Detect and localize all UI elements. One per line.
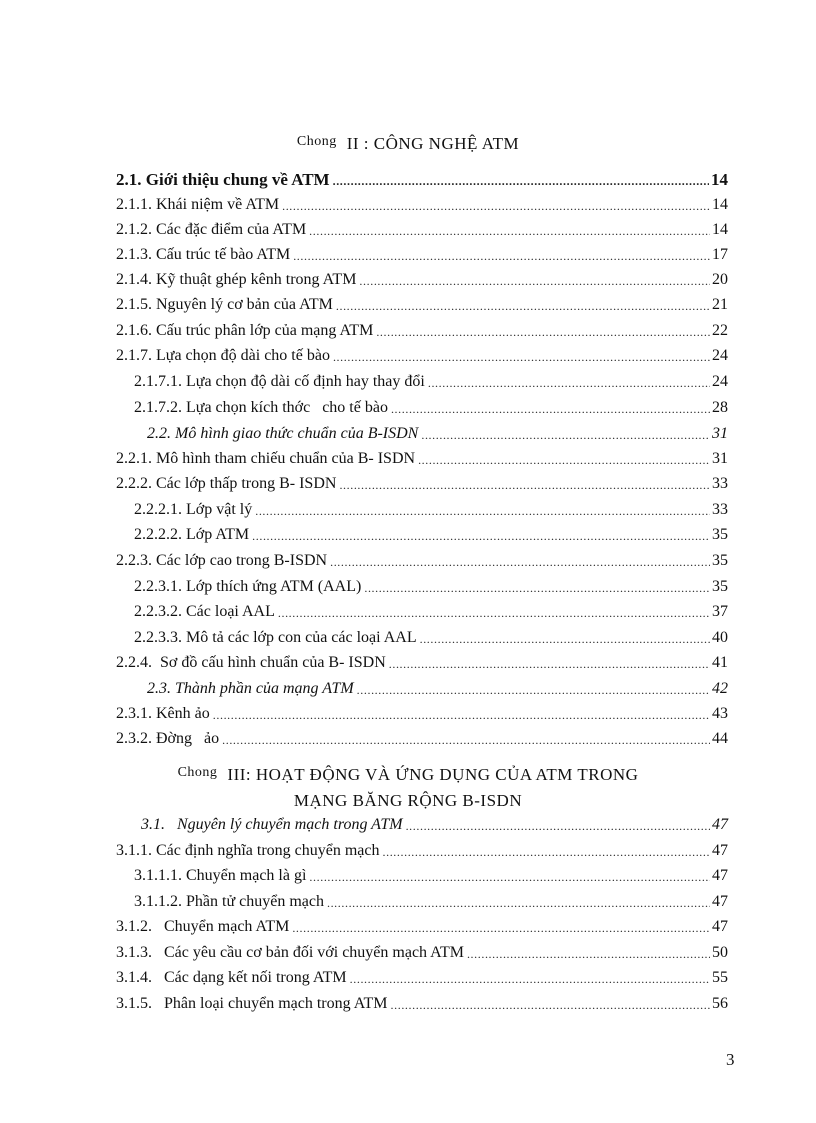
toc-entry[interactable]: 2.1.5. Nguyên lý cơ bản của ATM ..... 21: [116, 290, 728, 315]
toc-entry[interactable]: 2.1.2. Các đặc điểm của ATM ..... 14: [116, 215, 728, 240]
chapter-title: III: HOẠT ĐỘNG VÀ ỨNG DỤNG CỦA ATM TRONG: [227, 765, 639, 784]
toc-entry[interactable]: 3.1.3. Các yêu cầu cơ bản đối với chuyển mạch ATM ..... 50: [116, 938, 728, 963]
toc-entry[interactable]: 2.2.2.1. Lớp vật lý ..... 33: [134, 495, 728, 520]
chapter-prefix: Chong: [177, 765, 218, 780]
chapter-title: MẠNG BĂNG RỘNG B-ISDN: [293, 791, 523, 810]
toc-entry[interactable]: 3.1.2. Chuyển mạch ATM ..... 47: [116, 912, 728, 937]
toc-entry[interactable]: 2.3.1. Kênh ảo ..... 43: [116, 699, 728, 724]
toc-entry[interactable]: 3.1.1.2. Phần tử chuyển mạch ..... 47: [134, 887, 728, 912]
chapter-2-heading: [0, 131, 816, 159]
toc-entry[interactable]: 3.1.4. Các dạng kết nối trong ATM ..... 55: [116, 963, 728, 988]
toc-entry[interactable]: 2.1.4. Kỹ thuật ghép kênh trong ATM ..... 20: [116, 265, 728, 290]
toc-entry[interactable]: 2.2.4. Sơ đồ cấu hình chuẩn của B- ISDN ..... 41: [116, 648, 728, 673]
page-number: 3: [726, 1050, 735, 1069]
toc-entry[interactable]: 2.1.7.2. Lựa chọn kích thớc cho tế bào ..... 28: [134, 393, 728, 418]
toc-entry[interactable]: 2.3.2. Đờng ảo ..... 44: [116, 724, 728, 749]
toc-entry[interactable]: 2.2.3.3. Mô tả các lớp con của các loại AAL ..... 40: [134, 623, 728, 648]
toc-entry[interactable]: 2.3. Thành phần của mạng ATM ..... 42: [147, 674, 728, 699]
toc-entry[interactable]: 2.1.7.1. Lựa chọn độ dài cố định hay thay đổi ..... 24: [134, 367, 728, 392]
toc-entry[interactable]: 2.2.1. Mô hình tham chiếu chuẩn của B- ISDN ..... 31: [116, 444, 728, 469]
toc-entry[interactable]: 2.1.3. Cấu trúc tế bào ATM ..... 17: [116, 240, 728, 265]
toc-entry[interactable]: 2.1. Giới thiệu chung về ATM ..... 14: [116, 165, 728, 190]
toc-entry[interactable]: 2.1.6. Cấu trúc phân lớp của mạng ATM ..... 22: [116, 316, 728, 341]
toc-entry[interactable]: 3.1.5. Phân loại chuyển mạch trong ATM ..... 56: [116, 989, 728, 1014]
chapter-3-heading: [0, 762, 816, 790]
toc-entry[interactable]: 2.2. Mô hình giao thức chuẩn của B-ISDN ..... 31: [147, 419, 728, 444]
toc-entry[interactable]: 2.1.7. Lựa chọn độ dài cho tế bào ..... 24: [116, 341, 728, 366]
toc-entry[interactable]: 2.1.1. Khái niệm về ATM ..... 14: [116, 190, 728, 215]
toc-entry[interactable]: 3.1.1. Các định nghĩa trong chuyển mạch ..... 47: [116, 836, 728, 861]
chapter-prefix: Chong: [296, 134, 337, 149]
toc-entry[interactable]: 3.1.1.1. Chuyển mạch là gì ..... 47: [134, 861, 728, 886]
toc-entry[interactable]: 2.2.3.2. Các loại AAL ..... 37: [134, 597, 728, 622]
chapter-title: II : CÔNG NGHỆ ATM: [346, 134, 520, 153]
toc-entry[interactable]: 3.1. Nguyên lý chuyển mạch trong ATM ..... 47: [141, 810, 728, 835]
toc-entry[interactable]: 2.2.2.2. Lớp ATM ..... 35: [134, 520, 728, 545]
toc-entry[interactable]: 2.2.3.1. Lớp thích ứng ATM (AAL) ..... 35: [134, 572, 728, 597]
toc-entry[interactable]: 2.2.3. Các lớp cao trong B-ISDN ..... 35: [116, 546, 728, 571]
toc-entry[interactable]: 2.2.2. Các lớp thấp trong B- ISDN ..... 33: [116, 469, 728, 494]
